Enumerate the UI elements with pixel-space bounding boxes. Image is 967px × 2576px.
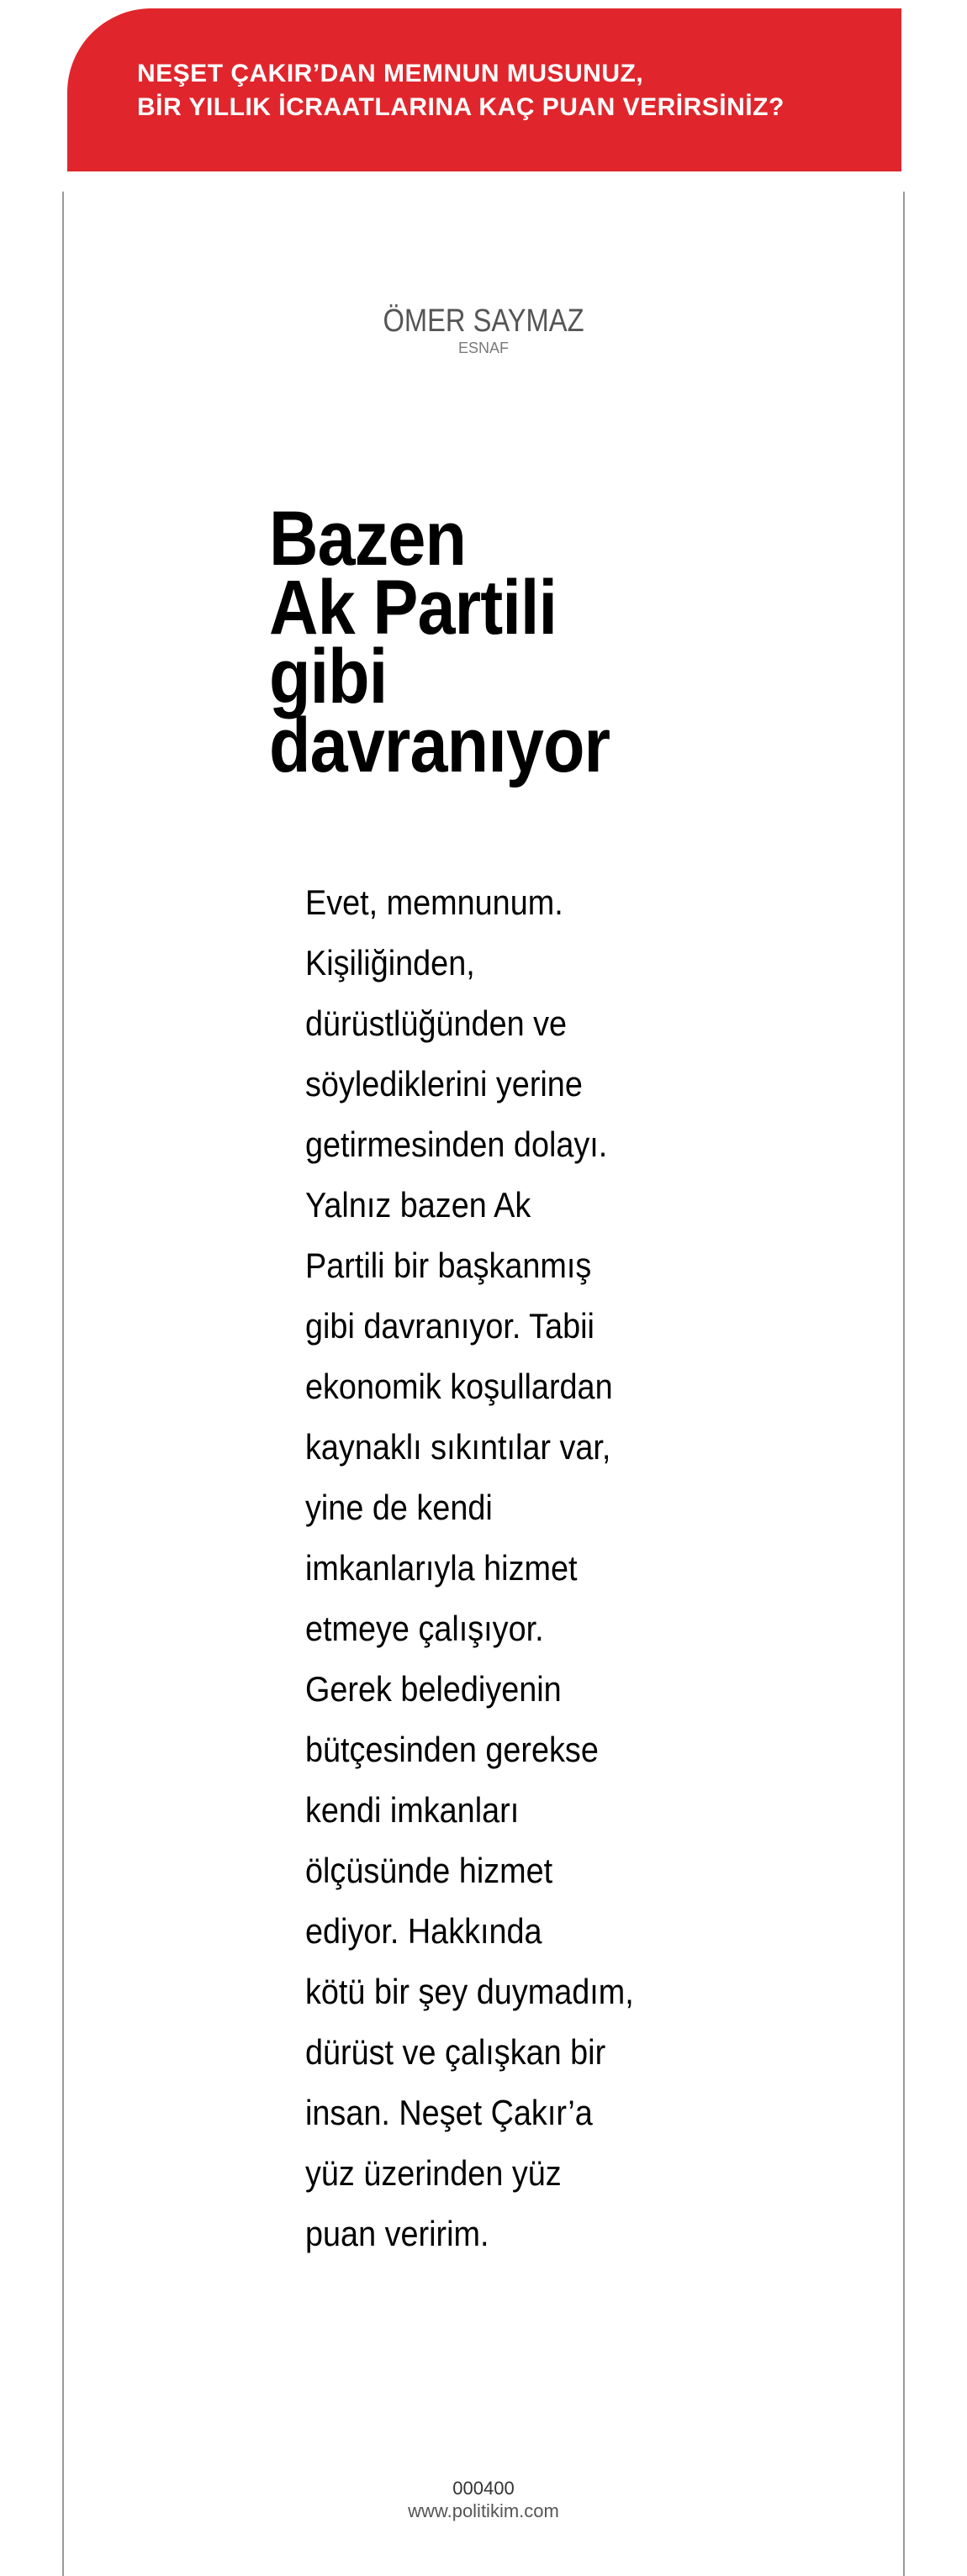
body-line: yine de kendi [305,1488,493,1527]
author-block [0,303,967,356]
body-line: söylediklerini yerine [305,1064,583,1104]
body-line: insan. Neşet Çakır’a [305,2093,593,2132]
body-line: ölçüsünde hizmet [305,1851,553,1890]
article-body [305,872,742,2264]
body-line: Kişiliğinden, [305,943,475,982]
body-line: etmeye çalışıyor. [305,1609,544,1648]
body-line: yüz üzerinden yüz [305,2153,562,2193]
left-frame-rule [62,192,64,2576]
body-line: kendi imkanları [305,1790,520,1830]
body-line: Partili bir başkanmış [305,1246,592,1285]
author-role: ESNAF [457,340,509,356]
question-banner [67,8,901,171]
body-line: kaynaklı sıkıntılar var, [305,1427,611,1467]
body-line: imkanlarıyla hizmet [305,1548,578,1588]
body-line: Yalnız bazen Ak [305,1185,531,1225]
body-line: Gerek belediyenin [305,1669,562,1709]
body-line: ediyor. Hakkında [305,1911,542,1951]
author-name: ÖMER SAYMAZ [383,303,584,339]
banner-question-line-2: BİR YILLIK İCRAATLARINA KAÇ PUAN VERİRSİNİZ? [137,93,785,121]
headline-line: Bazen [269,496,467,582]
body-line: dürüst ve çalışkan bir [305,2032,606,2072]
body-line: puan veririm. [305,2214,489,2253]
page-code: 000400 [452,2478,515,2499]
headline-line: davranıyor [269,703,610,788]
headline-line: gibi [269,634,388,719]
banner-question-line-1: NEŞET ÇAKIR’DAN MEMNUN MUSUNUZ, [137,60,644,87]
headline [269,496,790,788]
body-line: ekonomik koşullardan [305,1367,613,1406]
body-line: Evet, memnunum. [305,882,563,922]
body-line: gibi davranıyor. Tabii [305,1306,594,1346]
body-line: getirmesinden dolayı. [305,1125,608,1164]
headline-line: Ak Partili [269,565,557,651]
body-line: kötü bir şey duymadım, [305,1972,634,2011]
page-footer [0,2478,967,2523]
right-frame-rule [903,192,905,2576]
website-url: www.politikim.com [408,2500,559,2521]
body-line: dürüstlüğünden ve [305,1004,568,1043]
body-line: bütçesinden gerekse [305,1730,599,1769]
